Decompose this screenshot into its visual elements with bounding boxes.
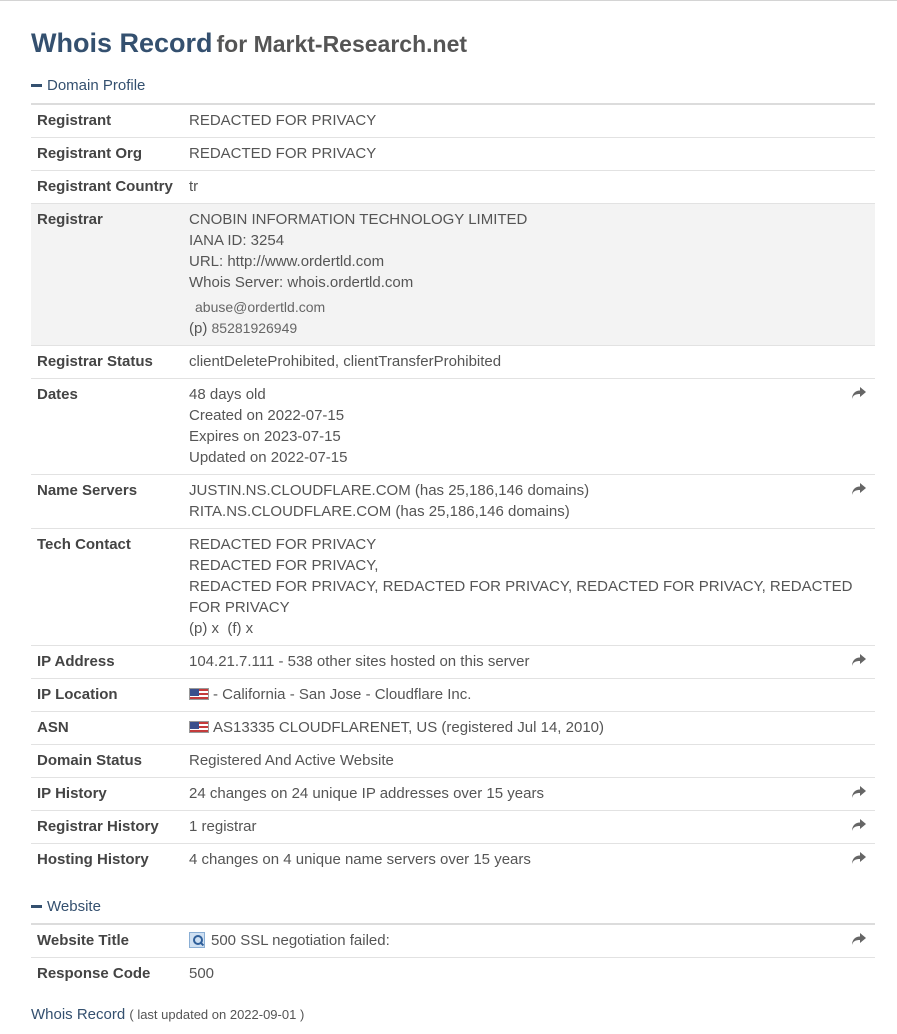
row-hosting-history — [31, 844, 875, 876]
row-name-servers — [31, 475, 875, 529]
row-value: Registered And Active Website — [189, 752, 394, 769]
row-label: IP Location — [37, 686, 118, 703]
row-dates — [31, 379, 875, 475]
share-arrow-icon[interactable] — [851, 653, 867, 667]
name-server[interactable]: RITA.NS.CLOUDFLARE.COM (has 25,186,146 domains) — [189, 503, 570, 520]
row-label: Registrar — [37, 211, 103, 228]
row-label: Name Servers — [37, 482, 138, 499]
phone-prefix: (p) — [189, 320, 208, 337]
row-label: Tech Contact — [37, 536, 131, 553]
created-date: Created on 2022-07-15 — [189, 407, 345, 424]
row-value: REDACTED FOR PRIVACY — [189, 145, 377, 162]
row-label: Registrar History — [37, 818, 159, 835]
section-toggle-domain-profile[interactable] — [31, 75, 145, 95]
website-title-value: 500 SSL negotiation failed: — [211, 932, 390, 949]
row-value: 24 changes on 24 unique IP addresses over 15 years — [189, 785, 544, 802]
row-registrar-status — [31, 346, 875, 379]
asn-value: AS13335 CLOUDFLARENET, US (registered Jul 14, 2010) — [213, 719, 605, 736]
name-server[interactable]: JUSTIN.NS.CLOUDFLARE.COM (has 25,186,146 domains) — [189, 482, 590, 499]
row-value: tr — [189, 178, 199, 195]
row-value: 1 registrar — [189, 818, 257, 835]
row-label: IP History — [37, 785, 107, 802]
row-label: Website Title — [37, 932, 129, 949]
row-label: Hosting History — [37, 851, 149, 868]
registrar-iana-id: IANA ID: 3254 — [189, 232, 285, 249]
row-registrant-org — [31, 138, 875, 171]
row-registrant-country — [31, 171, 875, 204]
us-flag-icon — [189, 688, 209, 700]
row-website-title — [31, 925, 875, 958]
share-arrow-icon[interactable] — [851, 932, 867, 946]
share-arrow-icon[interactable] — [851, 482, 867, 496]
row-label: ASN — [37, 719, 69, 736]
row-label: Registrant Org — [37, 145, 143, 162]
updated-date: Updated on 2022-07-15 — [189, 449, 348, 466]
website-table — [31, 923, 875, 990]
section-toggle-website[interactable] — [31, 896, 101, 916]
footer — [31, 1006, 304, 1023]
row-label: Registrar Status — [37, 353, 153, 370]
tech-contact-phone-fax: (p) x (f) x — [189, 620, 254, 637]
registrar-email-image: abuse@ordertld.com — [195, 299, 326, 315]
domain-profile-table — [31, 103, 875, 876]
section-heading: Domain Profile — [47, 76, 146, 94]
registrar-phone-image: 85281926949 — [211, 320, 298, 336]
row-domain-status — [31, 745, 875, 778]
share-arrow-icon[interactable] — [851, 851, 867, 865]
share-arrow-icon[interactable] — [851, 386, 867, 400]
registrar-name: CNOBIN INFORMATION TECHNOLOGY LIMITED — [189, 211, 528, 228]
share-arrow-icon[interactable] — [851, 818, 867, 832]
row-value: REDACTED FOR PRIVACY — [189, 112, 377, 129]
row-label: Response Code — [37, 965, 151, 982]
collapse-minus-icon — [31, 84, 42, 87]
share-arrow-icon[interactable] — [851, 785, 867, 799]
row-label: Registrant Country — [37, 178, 173, 195]
registrar-whois-server: Whois Server: whois.ordertld.com — [189, 274, 414, 291]
row-label: IP Address — [37, 653, 115, 670]
row-value: 500 — [189, 965, 215, 982]
collapse-minus-icon — [31, 905, 42, 908]
row-response-code — [31, 958, 875, 990]
row-registrar — [31, 204, 875, 346]
tech-contact-org: REDACTED FOR PRIVACY, — [189, 557, 379, 574]
footer-whois-link[interactable]: Whois Record — [31, 1006, 126, 1023]
page-title-main: Whois Record — [31, 28, 213, 58]
row-tech-contact — [31, 529, 875, 646]
expires-date: Expires on 2023-07-15 — [189, 428, 341, 445]
row-asn — [31, 712, 875, 745]
page-title-domain: for Markt-Research.net — [216, 31, 468, 57]
row-label: Registrant — [37, 112, 112, 129]
section-heading: Website — [47, 897, 101, 915]
row-value: 4 changes on 4 unique name servers over 15 years — [189, 851, 531, 868]
row-ip-location — [31, 679, 875, 712]
domain-age: 48 days old — [189, 386, 266, 403]
ip-address-value[interactable]: 104.21.7.111 - 538 other sites hosted on this server — [189, 653, 530, 670]
ip-location-value: - California - San Jose - Cloudflare Inc. — [213, 686, 472, 703]
row-registrar-history — [31, 811, 875, 844]
tech-contact-name: REDACTED FOR PRIVACY — [189, 536, 377, 553]
row-label: Dates — [37, 386, 78, 403]
magnifier-icon[interactable] — [189, 932, 205, 948]
registrar-url: URL: http://www.ordertld.com — [189, 253, 385, 270]
row-ip-history — [31, 778, 875, 811]
row-ip-address — [31, 646, 875, 679]
us-flag-icon — [189, 721, 209, 733]
page-title — [31, 23, 467, 60]
last-updated-note: ( last updated on 2022-09-01 ) — [129, 1007, 305, 1022]
row-registrant — [31, 105, 875, 138]
row-label: Domain Status — [37, 752, 143, 769]
row-value: clientDeleteProhibited, clientTransferProhibited — [189, 353, 502, 370]
tech-contact-address: REDACTED FOR PRIVACY, REDACTED FOR PRIVACY, REDACTED FOR PRIVACY, REDACTED FOR PRIVACY — [189, 578, 853, 616]
